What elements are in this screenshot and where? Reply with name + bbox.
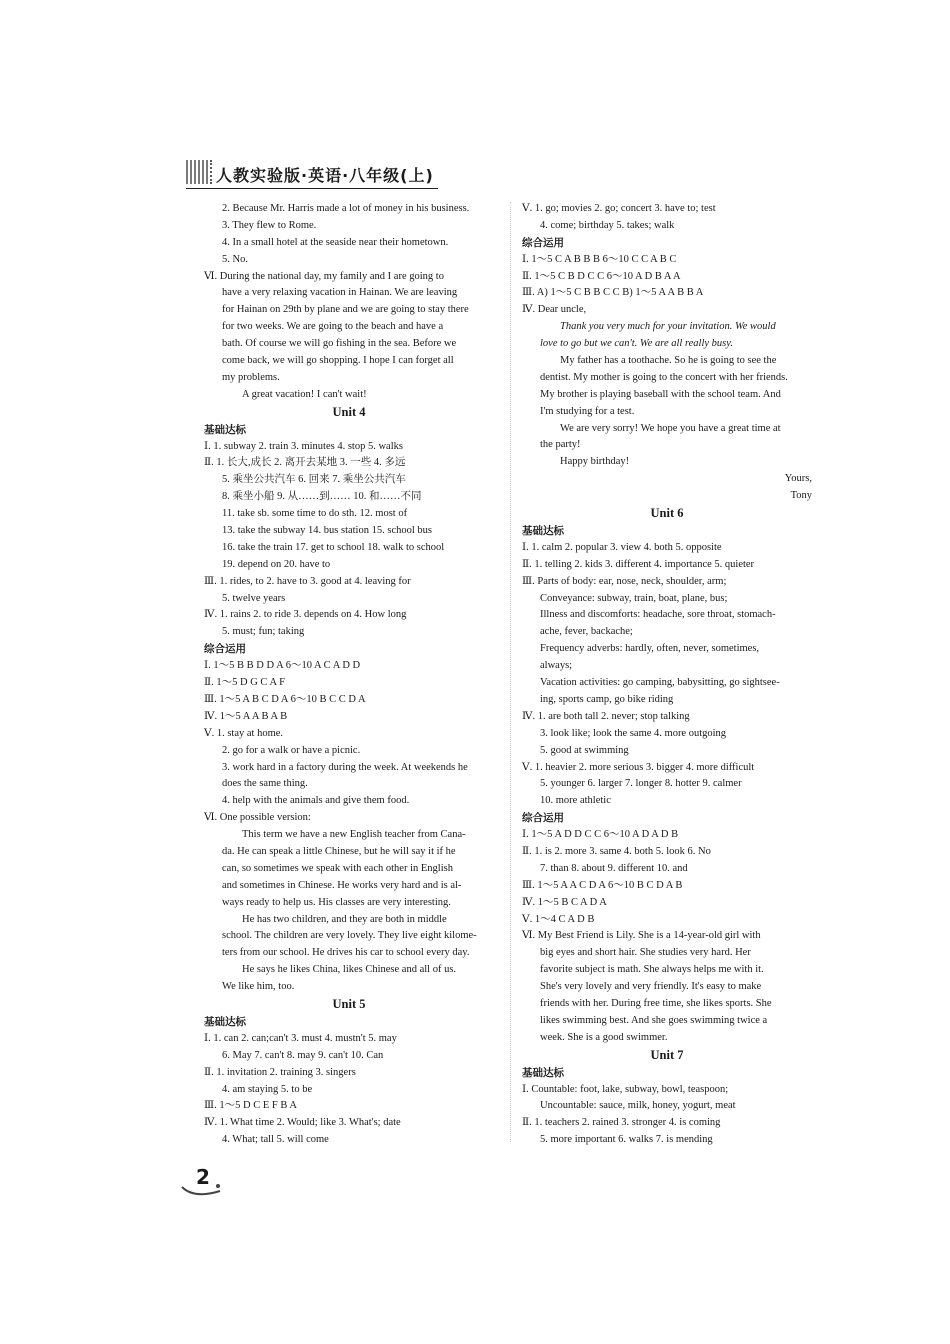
right-column-line: big eyes and short hair. She studies very hard. Her bbox=[540, 947, 751, 959]
left-column-line: Ⅳ. 1. What time 2. Would; like 3. What's; date bbox=[204, 1117, 401, 1129]
left-column-line: 5. must; fun; taking bbox=[222, 626, 305, 638]
right-column-line: likes swimming best. And she goes swimming twice a bbox=[540, 1014, 768, 1026]
left-column-line: bath. Of course we will go fishing in the sea. Before we bbox=[222, 338, 457, 350]
left-column-line: 4. What; tall 5. will come bbox=[222, 1134, 329, 1146]
right-column bbox=[522, 201, 812, 1149]
left-column-line: 5. 乘坐公共汽车 6. 回来 7. 乘坐公共汽车 bbox=[222, 474, 406, 486]
left-column-line: 5. No. bbox=[222, 253, 248, 265]
left-column-line: We like him, too. bbox=[222, 981, 295, 993]
right-column-line: Happy birthday! bbox=[560, 456, 630, 468]
right-column-line: 5. good at swimming bbox=[540, 744, 629, 756]
left-column-line: Ⅰ. 1. can 2. can;can't 3. must 4. mustn't 5. may bbox=[204, 1032, 397, 1044]
left-column-line: can, so sometimes we speak with each other in English bbox=[222, 862, 453, 874]
left-column-line: Ⅱ. 1～5 D G C A F bbox=[204, 677, 285, 689]
page-number: 2 bbox=[196, 1165, 210, 1189]
right-column-line: favorite subject is math. She always helps me with it. bbox=[540, 964, 764, 976]
right-column-line: friends with her. During free time, she likes sports. She bbox=[540, 997, 772, 1009]
right-column-line: Ⅱ. 1. telling 2. kids 3. different 4. importance 5. quieter bbox=[522, 558, 755, 570]
right-column-line: Ⅲ. A) 1～5 C B B C C B) 1～5 A A B B A bbox=[522, 287, 704, 299]
left-column-line: 13. take the subway 14. bus station 15. school bus bbox=[222, 525, 432, 537]
right-column-line: Illness and discomforts: headache, sore throat, stomach- bbox=[540, 609, 776, 621]
right-column-line: She's very lovely and very friendly. It's easy to make bbox=[540, 981, 762, 993]
left-column-line: ways ready to help us. His classes are very interesting. bbox=[222, 896, 451, 908]
right-column-line: 综合运用 bbox=[522, 812, 564, 825]
right-column-line: 3. look like; look the same 4. more outgoing bbox=[540, 727, 727, 739]
page-number-swoosh-icon bbox=[180, 1183, 224, 1199]
right-column-line: Frequency adverbs: hardly, often, never, sometimes, bbox=[540, 643, 760, 655]
page-header-title: 人教实验版·英语·八年级(上) bbox=[216, 166, 434, 185]
right-column-line: 5. more important 6. walks 7. is mending bbox=[540, 1134, 713, 1146]
right-column-line: Ⅴ. 1～4 C A D B bbox=[522, 913, 595, 925]
left-column-line: Unit 4 bbox=[332, 404, 366, 419]
right-column-line: love to go but we can't. We are all really busy. bbox=[540, 338, 733, 350]
right-column-line: 7. than 8. about 9. different 10. and bbox=[540, 862, 688, 874]
right-column-line: the party! bbox=[540, 439, 581, 451]
right-column-line: My father has a toothache. So he is going to see the bbox=[560, 355, 777, 367]
left-column-line: Ⅰ. 1. subway 2. train 3. minutes 4. stop 5. walks bbox=[204, 440, 403, 452]
left-column-line: 基础达标 bbox=[204, 1015, 246, 1028]
right-column-line: Ⅴ. 1. heavier 2. more serious 3. bigger 4. more difficult bbox=[522, 761, 755, 773]
left-column-line: 4. help with the animals and give them food. bbox=[222, 795, 410, 807]
right-column-line: Ⅳ. 1. are both tall 2. never; stop talking bbox=[522, 710, 690, 722]
left-column-line: Ⅲ. 1～5 A B C D A 6～10 B C C D A bbox=[204, 693, 366, 705]
right-column-line: week. She is a good swimmer. bbox=[540, 1031, 668, 1043]
right-column-line: 基础达标 bbox=[522, 525, 564, 538]
left-column-line: Unit 5 bbox=[332, 996, 366, 1011]
left-column-line: Ⅳ. 1. rains 2. to ride 3. depends on 4. How long bbox=[204, 609, 407, 621]
left-column-line: Ⅱ. 1. invitation 2. training 3. singers bbox=[204, 1066, 356, 1078]
right-column-line: Unit 6 bbox=[650, 506, 684, 521]
right-column-line: ache, fever, backache; bbox=[540, 626, 633, 638]
right-column-line: Ⅱ. 1～5 C B D C C 6～10 A D B A A bbox=[522, 270, 681, 282]
left-column bbox=[204, 201, 494, 1149]
right-column-line: Ⅳ. Dear uncle, bbox=[522, 304, 587, 316]
right-column-line: I'm studying for a test. bbox=[540, 405, 635, 417]
left-column-line: school. The children are very lovely. They live eight kilome- bbox=[222, 930, 477, 942]
right-column-line: Thank you very much for your invitation. We would bbox=[560, 321, 776, 333]
column-divider bbox=[510, 202, 511, 1142]
right-column-line: 10. more athletic bbox=[540, 795, 611, 807]
left-column-line: A great vacation! I can't wait! bbox=[242, 388, 367, 400]
left-column-line: 6. May 7. can't 8. may 9. can't 10. Can bbox=[222, 1049, 384, 1061]
left-column-line: ters from our school. He drives his car to school every day. bbox=[222, 947, 470, 959]
left-column-line: He says he likes China, likes Chinese and all of us. bbox=[242, 964, 457, 976]
header-rule bbox=[186, 188, 438, 189]
right-column-line: always; bbox=[540, 660, 573, 672]
right-column-line: ing, sports camp, go bike riding bbox=[540, 693, 674, 705]
right-column-line: My brother is playing baseball with the school team. And bbox=[540, 388, 781, 400]
left-column-line: 基础达标 bbox=[204, 423, 246, 436]
left-column-line: for two weeks. We are going to the beach and have a bbox=[222, 321, 444, 333]
right-column-line: Ⅰ. 1～5 A D D C C 6～10 A D A D B bbox=[522, 829, 679, 841]
left-column-line: 4. am staying 5. to be bbox=[222, 1083, 313, 1095]
right-column-line: 综合运用 bbox=[522, 236, 564, 249]
left-column-line: This term we have a new English teacher from Cana- bbox=[242, 829, 466, 841]
left-column-line: 19. depend on 20. have to bbox=[222, 558, 331, 570]
left-column-line: for Hainan on 29th by plane and we are going to stay there bbox=[222, 304, 469, 316]
left-column-line: 综合运用 bbox=[204, 643, 246, 656]
right-column-line: Ⅱ. 1. teachers 2. rained 3. stronger 4. is coming bbox=[522, 1117, 721, 1129]
left-column-line: 2. go for a walk or have a picnic. bbox=[222, 744, 361, 756]
left-column-line: and sometimes in Chinese. He works very hard and is al- bbox=[222, 879, 462, 891]
left-column-line: Ⅵ. During the national day, my family and I are going to bbox=[204, 270, 444, 282]
right-column-line: Unit 7 bbox=[650, 1047, 684, 1062]
left-column-line: come back, we will go shopping. I hope I can forget all bbox=[222, 355, 454, 367]
left-column-line: 5. twelve years bbox=[222, 592, 286, 604]
right-column-line: Ⅰ. 1～5 C A B B B 6～10 C C A B C bbox=[522, 253, 677, 265]
right-column-line: 4. come; birthday 5. takes; walk bbox=[540, 219, 675, 231]
right-column-line: 5. younger 6. larger 7. longer 8. hotter 9. calmer bbox=[540, 778, 742, 790]
left-column-line: 4. In a small hotel at the seaside near their hometown. bbox=[222, 236, 449, 248]
left-column-line: Ⅲ. 1. rides, to 2. have to 3. good at 4. leaving for bbox=[204, 575, 411, 587]
left-column-line: 2. Because Mr. Harris made a lot of money in his business. bbox=[222, 203, 470, 214]
right-column-line: Ⅱ. 1. is 2. more 3. same 4. both 5. look 6. No bbox=[522, 845, 711, 857]
right-column-line: Vacation activities: go camping, babysitting, go sightsee- bbox=[540, 677, 780, 689]
left-column-line: Ⅱ. 1. 长大,成长 2. 离开去某地 3. 一些 4. 多远 bbox=[204, 457, 406, 469]
right-column-line: Ⅰ. 1. calm 2. popular 3. view 4. both 5. opposite bbox=[522, 541, 722, 553]
right-column-line: Ⅲ. 1～5 A A C D A 6～10 B C D A B bbox=[522, 879, 683, 891]
left-column-line: Ⅲ. 1～5 D C E F B A bbox=[204, 1100, 297, 1112]
left-column-line: Ⅵ. One possible version: bbox=[204, 812, 311, 824]
left-column-line: Ⅰ. 1～5 B B D D A 6～10 A C A D D bbox=[204, 660, 361, 672]
header-decoration bbox=[186, 160, 208, 184]
left-column-line: He has two children, and they are both in middle bbox=[242, 913, 447, 925]
right-column-line: Uncountable: sauce, milk, honey, yogurt, meat bbox=[540, 1100, 736, 1112]
right-column-line: We are very sorry! We hope you have a great time at bbox=[560, 422, 781, 434]
left-column-line: 3. They flew to Rome. bbox=[222, 219, 317, 231]
right-column-line: Ⅴ. 1. go; movies 2. go; concert 3. have to; test bbox=[522, 203, 716, 214]
right-column-line: Yours, bbox=[784, 473, 812, 485]
right-column-line: Ⅵ. My Best Friend is Lily. She is a 14-year-old girl with bbox=[522, 930, 761, 942]
left-column-line: have a very relaxing vacation in Hainan. We are leaving bbox=[222, 287, 458, 299]
left-column-line: 3. work hard in a factory during the week. At weekends he bbox=[222, 761, 468, 773]
left-column-line: 16. take the train 17. get to school 18. walk to school bbox=[222, 541, 445, 553]
right-column-line: Ⅲ. Parts of body: ear, nose, neck, shoulder, arm; bbox=[522, 575, 727, 587]
right-column-line: 基础达标 bbox=[522, 1066, 564, 1079]
left-column-line: my problems. bbox=[222, 371, 280, 383]
left-column-line: 8. 乘坐小船 9. 从……到…… 10. 和……不同 bbox=[222, 491, 422, 503]
left-column-line: da. He can speak a little Chinese, but he will say it if he bbox=[222, 845, 456, 857]
left-column-line: 11. take sb. some time to do sth. 12. most of bbox=[222, 508, 408, 520]
left-column-line: does the same thing. bbox=[222, 778, 308, 790]
left-column-line: Ⅳ. 1～5 A A B A B bbox=[204, 710, 288, 722]
right-column-line: Tony bbox=[790, 490, 812, 502]
left-column-line: Ⅴ. 1. stay at home. bbox=[204, 727, 284, 739]
right-column-line: Ⅰ. Countable: foot, lake, subway, bowl, teaspoon; bbox=[522, 1083, 729, 1095]
right-column-line: Conveyance: subway, train, boat, plane, bus; bbox=[540, 592, 728, 604]
right-column-line: Ⅳ. 1～5 B C A D A bbox=[522, 896, 607, 908]
right-column-line: dentist. My mother is going to the concert with her friends. bbox=[540, 371, 788, 383]
